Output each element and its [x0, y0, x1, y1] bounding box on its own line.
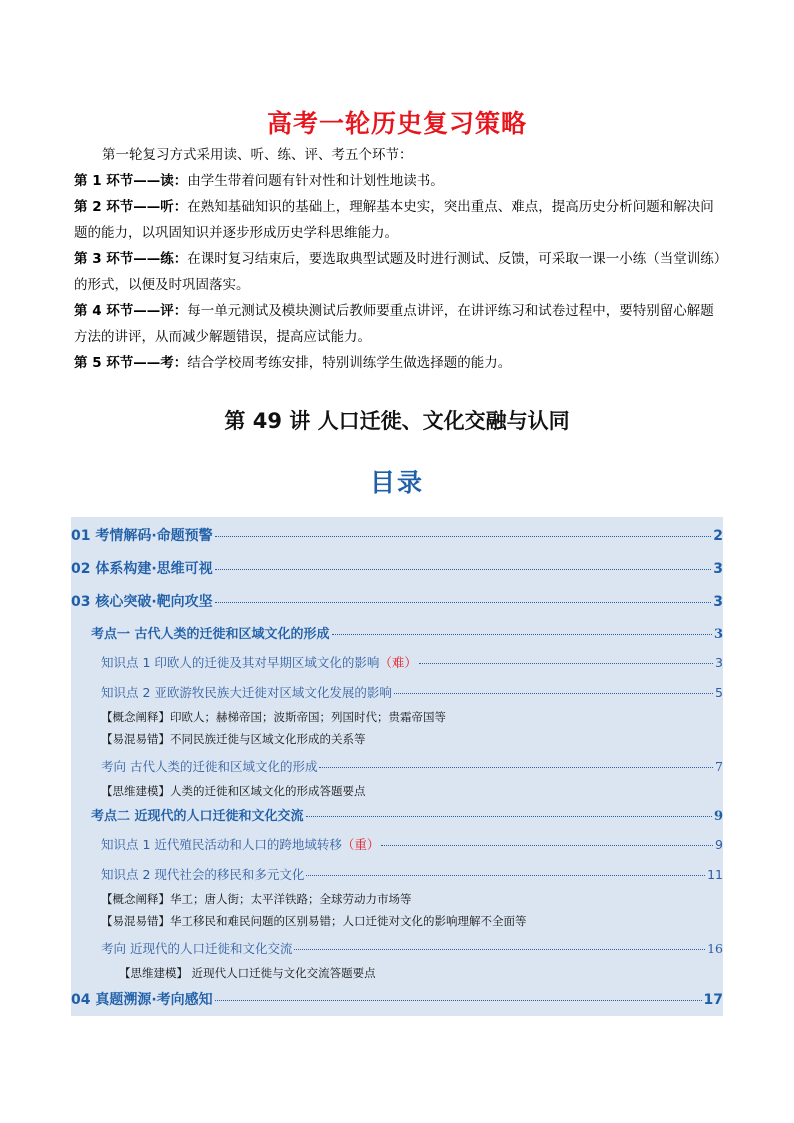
- dot-leader: [215, 536, 712, 537]
- toc-page: 3: [713, 561, 723, 577]
- dot-leader: [394, 693, 713, 694]
- toc-note-model: 【思维建模】 近现代人口迁徙与文化交流答题要点: [119, 966, 376, 980]
- step-5-text: 结合学校周考练安排，特别训练学生做选择题的能力。: [187, 355, 512, 371]
- dot-leader: [215, 569, 712, 570]
- toc-entry-01[interactable]: [71, 525, 723, 545]
- toc-label: 考点二 近现代的人口迁徙和文化交流: [91, 809, 304, 824]
- step-1-head: 第 1 环节——读：: [74, 173, 188, 189]
- dot-leader: [215, 1000, 702, 1001]
- toc-page: 3: [713, 627, 723, 642]
- toc-entry-02[interactable]: [71, 558, 723, 578]
- toc-note-mistakes: 【易混易错】不同民族迁徙与区域文化形成的关系等: [101, 732, 366, 746]
- lecture-title: 第 49 讲 人口迁徙、文化交融与认同: [224, 409, 570, 433]
- toc-label: 知识点 1 印欧人的迁徙及其对早期区域文化的影响: [101, 655, 380, 670]
- toc-label: 04 真题溯源·考向感知: [71, 992, 213, 1008]
- toc-entry-k2-point-2[interactable]: [71, 865, 723, 883]
- dot-leader: [306, 816, 712, 817]
- toc-title: 目录: [369, 468, 424, 497]
- toc-entry-k2-point-1[interactable]: [71, 835, 723, 853]
- dot-leader: [294, 949, 705, 950]
- step-5: [74, 350, 724, 376]
- toc-label: 01 考情解码·命题预警: [71, 528, 213, 544]
- toc-page: 3: [713, 594, 723, 610]
- step-1: [74, 168, 724, 194]
- step-2-head: 第 2 环节——听：: [74, 199, 188, 215]
- dot-leader: [381, 845, 713, 846]
- step-2: [74, 194, 724, 246]
- toc-label: 03 核心突破·靶向攻坚: [71, 594, 213, 610]
- step-3-head: 第 3 环节——练：: [74, 251, 188, 267]
- page-title: 高考一轮历史复习策略: [266, 109, 527, 138]
- toc-note-mistakes: 【易混易错】华工移民和难民问题的区别易错；人口迁徙对文化的影响理解不全面等: [101, 914, 527, 928]
- intro-lead: 第一轮复习方式采用读、听、练、评、考五个环节：: [102, 147, 413, 163]
- dot-leader: [215, 602, 712, 603]
- step-5-head: 第 5 环节——考：: [74, 355, 188, 371]
- toc-page: 9: [715, 837, 723, 852]
- importance-mark: （重）: [341, 837, 380, 852]
- toc-note-concept: 【概念阐释】印欧人；赫梯帝国；波斯帝国；列国时代；贵霜帝国等: [101, 710, 446, 724]
- toc-entry-03[interactable]: [71, 591, 723, 611]
- difficulty-mark: （难）: [379, 655, 417, 670]
- toc-page: 16: [707, 941, 723, 956]
- dot-leader: [319, 767, 713, 768]
- toc-entry-kaodian-2[interactable]: [71, 805, 723, 824]
- step-4-text: 每一单元测试及模块测试后教师要重点讲评，在讲评练习和试卷过程中，要特别留心解题方法的讲评，从而减少解题错误，提高应试能力。: [74, 303, 714, 345]
- toc-label: 知识点 2 现代社会的移民和多元文化: [101, 867, 305, 882]
- toc-entry-k1-point-1[interactable]: [71, 653, 723, 671]
- toc-entry-04[interactable]: [71, 989, 723, 1009]
- dot-leader: [419, 663, 713, 664]
- toc-page: 7: [715, 759, 723, 774]
- table-of-contents: [71, 517, 723, 1016]
- step-3-text: 在课时复习结束后，要选取典型试题及时进行测试、反馈，可采取一课一小练（当堂训练）的形式，以便及时巩固落实。: [74, 251, 721, 293]
- toc-page: 2: [713, 528, 723, 544]
- toc-page: 9: [713, 809, 723, 824]
- step-1-text: 由学生带着问题有针对性和计划性地读书。: [187, 173, 444, 189]
- step-4: [74, 298, 724, 350]
- toc-label: 考向 近现代的人口迁徙和文化交流: [101, 941, 293, 956]
- step-3: [74, 246, 724, 298]
- toc-label: 考点一 古代人类的迁徙和区域文化的形成: [91, 627, 330, 642]
- toc-label: 知识点 1 近代殖民活动和人口的跨地域转移: [101, 837, 342, 852]
- dot-leader: [306, 875, 705, 876]
- dot-leader: [332, 634, 712, 635]
- toc-entry-k1-point-2[interactable]: [71, 683, 723, 701]
- toc-page: 3: [715, 655, 723, 670]
- step-4-head: 第 4 环节——评：: [74, 303, 188, 319]
- step-2-text: 在熟知基础知识的基础上，理解基本史实，突出重点、难点，提高历史分析问题和解决问题的能力，以巩固知识并逐步形成历史学科思维能力。: [74, 199, 714, 241]
- toc-page: 11: [707, 867, 723, 882]
- toc-label: 知识点 2 亚欧游牧民族大迁徙对区域文化发展的影响: [101, 685, 392, 700]
- intro-section: [74, 142, 724, 376]
- toc-note-model: 【思维建模】人类的迁徙和区域文化的形成答题要点: [101, 784, 366, 798]
- toc-page: 17: [703, 992, 723, 1008]
- toc-entry-k2-direction[interactable]: [71, 939, 723, 957]
- toc-label: 02 体系构建·思维可视: [71, 561, 213, 577]
- toc-label: 考向 古代人类的迁徙和区域文化的形成: [101, 759, 318, 774]
- toc-entry-kaodian-1[interactable]: [71, 623, 723, 642]
- toc-note-concept: 【概念阐释】华工；唐人街；太平洋铁路；全球劳动力市场等: [101, 892, 412, 906]
- toc-page: 5: [715, 685, 723, 700]
- toc-entry-k1-direction[interactable]: [71, 757, 723, 775]
